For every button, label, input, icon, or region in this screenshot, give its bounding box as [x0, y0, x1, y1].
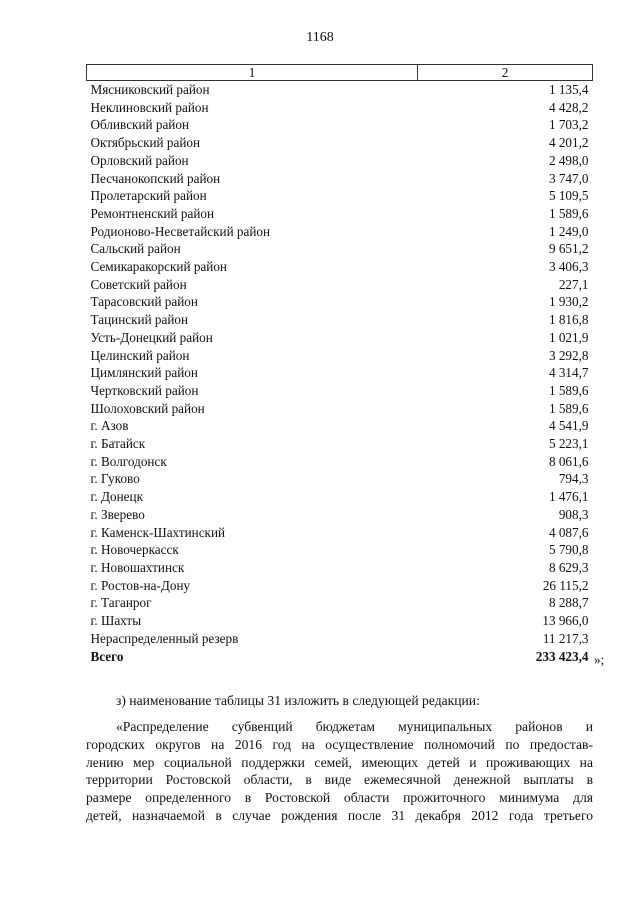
district-name: Октябрьский район	[90, 135, 201, 151]
subvention-amount: 1 930,2	[548, 294, 589, 310]
body-line: «Распределение субвенций бюджетам муниципальных районов и	[116, 719, 593, 734]
table-row	[87, 152, 593, 170]
subvention-amount: 13 966,0	[542, 613, 589, 629]
district-name: г. Новошахтинск	[90, 559, 185, 575]
table-row	[87, 99, 593, 117]
table-row	[87, 559, 593, 577]
table-header-row	[87, 65, 593, 81]
total-amount: 233 423,4	[535, 648, 589, 664]
district-name: г. Каменск-Шахтинский	[90, 524, 226, 540]
subvention-amount: 3 406,3	[548, 259, 589, 275]
district-name: Советский район	[90, 276, 187, 292]
district-name: Шолоховский район	[90, 400, 205, 416]
district-name: г. Донецк	[90, 489, 143, 505]
subvention-amount: 1 476,1	[548, 489, 589, 505]
table-row	[87, 293, 593, 311]
district-name: Ремонтненский район	[90, 205, 215, 221]
table-row	[87, 223, 593, 241]
district-name: Тарасовский район	[90, 294, 198, 310]
subvention-amount: 908,3	[558, 506, 589, 522]
table-row	[87, 364, 593, 382]
subvention-amount: 11 217,3	[542, 630, 589, 646]
body-line: территории Ростовской области, в виде ежемесячной денежной выплаты в	[86, 772, 593, 788]
subvention-amount: 3 292,8	[548, 347, 589, 363]
district-name: г. Гуково	[90, 471, 140, 487]
table-row	[87, 417, 593, 435]
subvention-amount: 794,3	[558, 471, 589, 487]
body-line: размере определенного в Ростовской области прожиточного минимума для	[86, 790, 593, 806]
subvention-amount: 26 115,2	[542, 577, 589, 593]
subvention-amount: 1 589,6	[548, 400, 589, 416]
table-row	[87, 382, 593, 400]
district-name: г. Таганрог	[90, 595, 152, 611]
table-row	[87, 435, 593, 453]
table-row	[87, 400, 593, 418]
body-line: лению мер социальной поддержки семей, имеющих детей и проживающих на	[86, 754, 593, 770]
subvention-amount: 4 201,2	[548, 135, 589, 151]
table-row	[87, 311, 593, 329]
subvention-amount: 1 589,6	[548, 205, 589, 221]
subvention-amount: 1 589,6	[548, 382, 589, 398]
district-name: г. Зверево	[90, 506, 145, 522]
subvention-amount: 5 790,8	[548, 542, 589, 558]
table-row	[87, 329, 593, 347]
subvention-table	[86, 64, 593, 665]
district-name: г. Волгодонск	[90, 453, 167, 469]
table-body	[87, 81, 593, 666]
district-name: Нераспределенный резерв	[90, 630, 239, 646]
table-row	[87, 594, 593, 612]
subvention-amount: 4 428,2	[548, 99, 589, 115]
district-name: г. Ростов-на-Дону	[90, 577, 191, 593]
district-name: Семикаракорский район	[90, 259, 227, 275]
subvention-amount: 227,1	[558, 276, 589, 292]
table-row	[87, 170, 593, 188]
district-name: Чертковский район	[90, 382, 199, 398]
table-row	[87, 240, 593, 258]
body-line: детей, назначаемой в случае рождения после 31 декабря 2012 года третьего	[86, 807, 593, 823]
district-name: Целинский район	[90, 347, 190, 363]
page-number: 1168	[306, 30, 334, 45]
subvention-amount: 8 629,3	[548, 559, 589, 575]
table-row	[87, 541, 593, 559]
subvention-amount: 9 651,2	[548, 241, 589, 257]
total-row	[87, 648, 593, 666]
district-name: г. Новочеркасск	[90, 542, 179, 558]
table-row	[87, 612, 593, 630]
district-name: Мясниковский район	[90, 82, 210, 97]
district-name: Усть-Донецкий район	[90, 329, 213, 345]
district-name: г. Азов	[90, 418, 129, 434]
subvention-amount: 5 109,5	[548, 188, 589, 204]
district-name: Пролетарский район	[90, 188, 207, 204]
district-name: Песчанокопский район	[90, 170, 221, 186]
subvention-amount: 5 223,1	[548, 436, 589, 452]
subvention-amount: 4 087,6	[548, 524, 589, 540]
table-row	[87, 630, 593, 648]
district-name: Обливский район	[90, 117, 190, 133]
district-name: Тацинский район	[90, 312, 189, 328]
subvention-amount: 3 747,0	[548, 170, 589, 186]
table-row	[87, 506, 593, 524]
district-name: Сальский район	[90, 241, 181, 257]
subvention-amount: 1 135,4	[548, 82, 589, 97]
table-row	[87, 116, 593, 134]
table-row	[87, 488, 593, 506]
table-row	[87, 134, 593, 152]
district-name: Орловский район	[90, 152, 189, 168]
district-name: Цимлянский район	[90, 365, 198, 381]
district-name: Неклиновский район	[90, 99, 209, 115]
column-header-1: 1	[87, 65, 418, 81]
subvention-amount: 2 498,0	[548, 152, 589, 168]
body-line: городских округов на 2016 год на осуществление полномочий по предостав-	[86, 736, 593, 752]
table-row	[87, 524, 593, 542]
district-name: г. Батайск	[90, 436, 146, 452]
amendment-instruction: з) наименование таблицы 31 изложить в следующей редакции:	[116, 693, 480, 708]
table-title-text	[86, 718, 593, 825]
subvention-amount: 4 314,7	[548, 365, 589, 381]
table-row	[87, 205, 593, 223]
column-header-2: 2	[418, 65, 593, 81]
subvention-amount: 1 703,2	[548, 117, 589, 133]
subvention-amount: 1 249,0	[548, 223, 589, 239]
table-row	[87, 81, 593, 99]
table-closing-quote: »;	[594, 652, 605, 667]
subvention-amount: 4 541,9	[548, 418, 589, 434]
table-row	[87, 347, 593, 365]
table-row	[87, 577, 593, 595]
subvention-amount: 1 021,9	[548, 329, 589, 345]
district-name: Родионово-Несветайский район	[90, 223, 271, 239]
subvention-amount: 1 816,8	[548, 312, 589, 328]
table-row	[87, 187, 593, 205]
table-row	[87, 470, 593, 488]
table-row	[87, 453, 593, 471]
total-label: Всего	[90, 648, 124, 664]
subvention-amount: 8 288,7	[548, 595, 589, 611]
district-name: г. Шахты	[90, 613, 142, 629]
subvention-amount: 8 061,6	[548, 453, 589, 469]
table-row	[87, 258, 593, 276]
table-row	[87, 276, 593, 294]
